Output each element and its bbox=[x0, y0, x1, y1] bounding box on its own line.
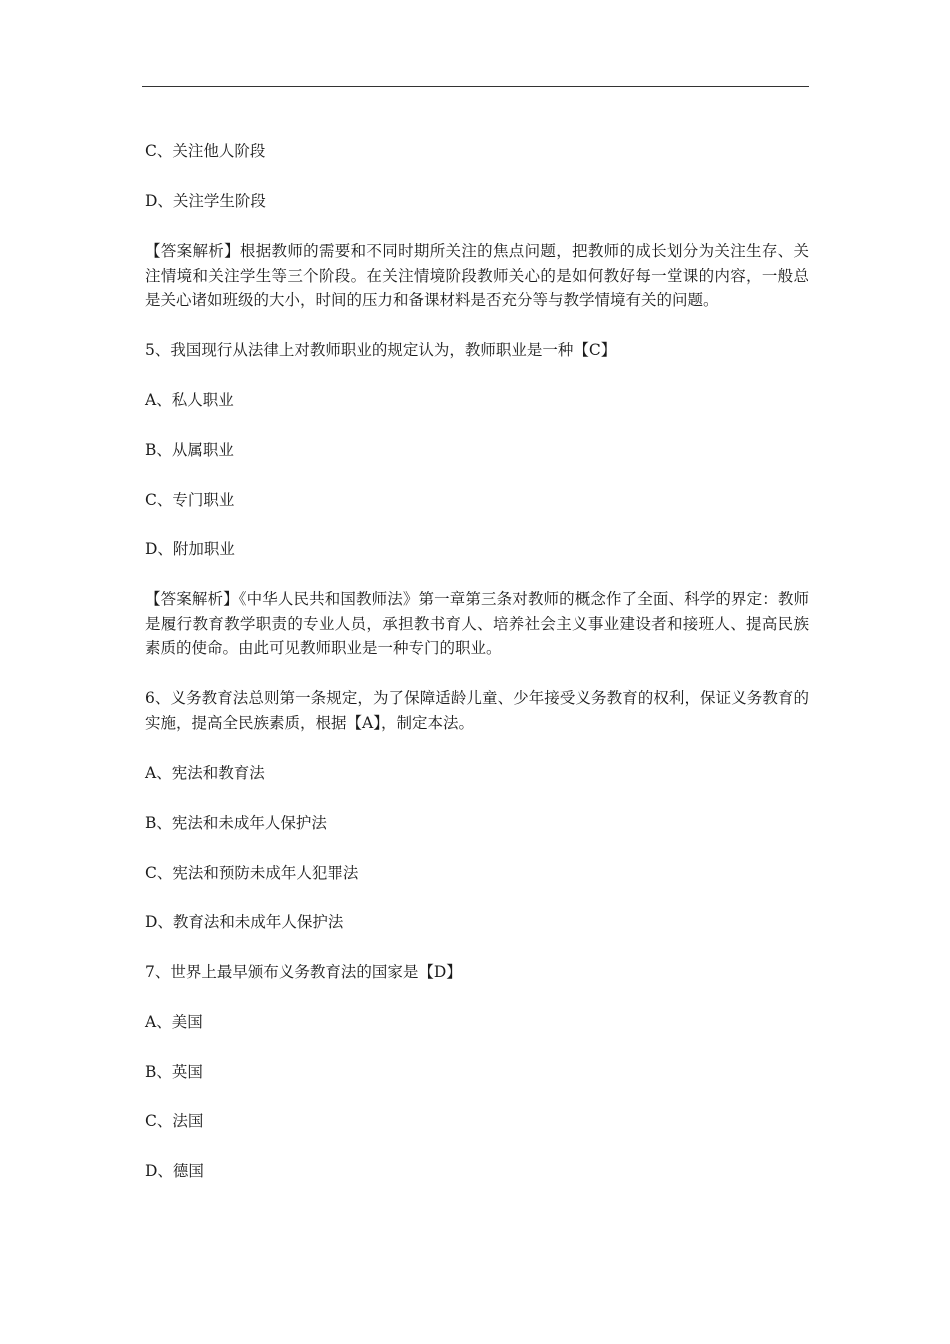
option-c-q5: C、专门职业 bbox=[145, 491, 235, 509]
answer-analysis-q5: 【答案解析】《中华人民共和国教师法》第一章第三条对教师的概念作了全面、科学的界定：教师是履行教育教学职责的专业人员，承担教书育人、培养社会主义事业建设者和接班人、提高民族素质的使命。由此可见教师职业是一种专门的职业。 bbox=[145, 590, 809, 657]
option-d-q6: D、教育法和未成年人保护法 bbox=[145, 913, 344, 931]
option-a-q6: A、宪法和教育法 bbox=[145, 764, 265, 782]
question-6: 6、义务教育法总则第一条规定，为了保障适龄儿童、少年接受义务教育的权利，保证义务教育的实施，提高全民族素质，根据【A】，制定本法。 bbox=[145, 689, 809, 732]
option-b-q7: B、英国 bbox=[145, 1063, 203, 1081]
answer-analysis-q4: 【答案解析】根据教师的需要和不同时期所关注的焦点问题，把教师的成长划分为关注生存、关注情境和关注学生等三个阶段。在关注情境阶段教师关心的是如何教好每一堂课的内容，一般总是关心诸如班级的大小，时间的压力和备课材料是否充分等与教学情境有关的问题。 bbox=[145, 242, 809, 309]
option-c-q7: C、法国 bbox=[145, 1112, 204, 1130]
option-c-q4: C、关注他人阶段 bbox=[145, 142, 266, 160]
option-a-q7: A、美国 bbox=[145, 1013, 203, 1031]
option-a-q5: A、私人职业 bbox=[145, 391, 234, 409]
option-d-q5: D、附加职业 bbox=[145, 540, 235, 558]
question-7: 7、世界上最早颁布义务教育法的国家是【D】 bbox=[145, 963, 462, 981]
question-5: 5、我国现行从法律上对教师职业的规定认为，教师职业是一种【C】 bbox=[145, 341, 617, 359]
option-d-q7: D、德国 bbox=[145, 1162, 204, 1180]
header-rule bbox=[142, 86, 809, 87]
option-c-q6: C、宪法和预防未成年人犯罪法 bbox=[145, 864, 359, 882]
option-b-q6: B、宪法和未成年人保护法 bbox=[145, 814, 327, 832]
option-b-q5: B、从属职业 bbox=[145, 441, 234, 459]
option-d-q4: D、关注学生阶段 bbox=[145, 192, 266, 210]
